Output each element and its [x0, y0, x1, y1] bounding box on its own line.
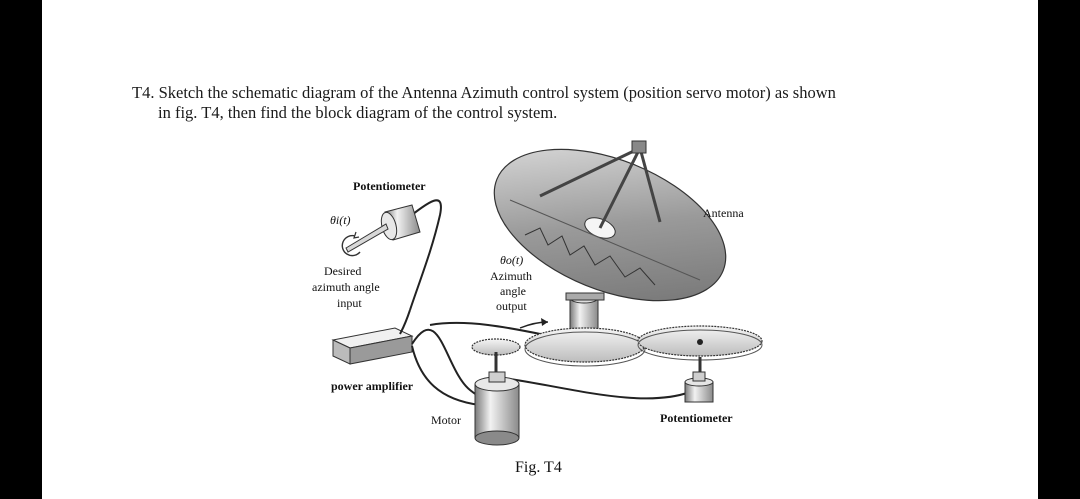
label-desired-2: azimuth angle — [312, 280, 380, 294]
label-potentiometer-top: Potentiometer — [353, 179, 426, 193]
label-azimuth-3: output — [496, 299, 527, 313]
label-potentiometer-bottom: Potentiometer — [660, 411, 733, 425]
question-line-2: in fig. T4, then find the block diagram of the control system. — [158, 103, 558, 122]
label-desired-3: input — [337, 296, 362, 310]
label-antenna: Antenna — [703, 206, 744, 220]
motor — [475, 372, 519, 445]
label-azimuth-2: angle — [500, 284, 526, 298]
label-theta-o: θo(t) — [500, 253, 524, 267]
output-angle-arrow — [520, 318, 548, 328]
label-power-amplifier: power amplifier — [331, 379, 414, 393]
question-line-1: T4. Sketch the schematic diagram of the Antenna Azimuth control system (position servo motor) as shown — [132, 83, 836, 102]
label-theta-i: θi(t) — [330, 213, 351, 227]
label-desired-1: Desired — [324, 264, 362, 278]
output-potentiometer — [685, 372, 713, 402]
figure-caption: Fig. T4 — [515, 459, 562, 476]
label-motor: Motor — [431, 413, 461, 427]
feedback-gear — [638, 326, 762, 378]
large-gear-output — [525, 328, 645, 366]
label-azimuth-1: Azimuth — [490, 269, 532, 283]
